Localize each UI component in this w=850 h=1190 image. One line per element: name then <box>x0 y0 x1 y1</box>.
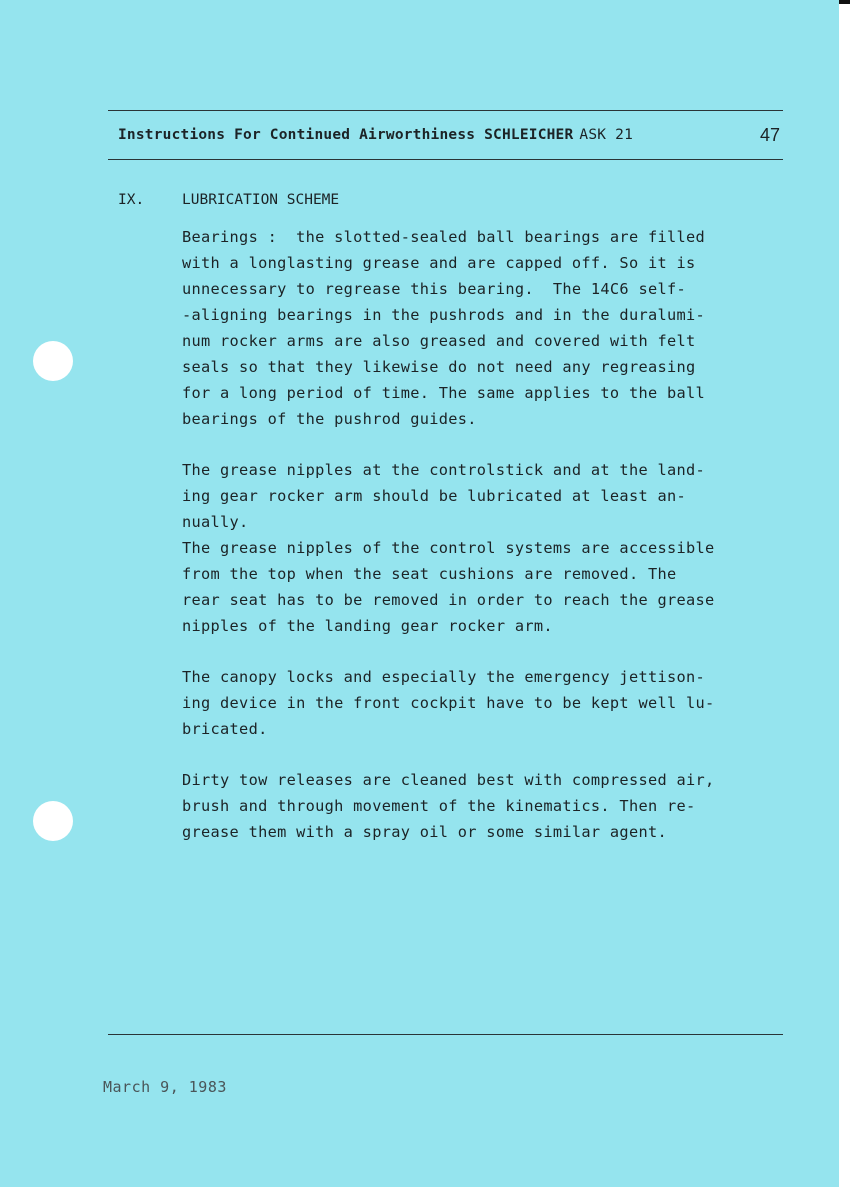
section-title: LUBRICATION SCHEME <box>182 192 340 208</box>
footer-rule <box>108 1034 783 1035</box>
paragraph-tow-releases: Dirty tow releases are cleaned best with compressed air, brush and through movement of the kinematics. Then re- grease them with a spray oil or some similar agent. <box>182 771 715 841</box>
paragraph-canopy-locks: The canopy locks and especially the emergency jettison- ing device in the front cockpit have to be kept well lu- bricated. <box>182 668 715 738</box>
page-header <box>118 127 633 143</box>
header-top-rule <box>108 110 783 111</box>
punch-hole-bottom <box>33 801 73 841</box>
footer-date: March 9, 1983 <box>103 1078 227 1096</box>
punch-hole-top <box>33 341 73 381</box>
edge-mark <box>839 0 850 4</box>
paragraph-bearings: Bearings : the slotted-sealed ball bearings are filled with a longlasting grease and are capped off. So it is unnecessary to regrease this bearing. The 14C6 self- -aligning bearings in the pushrods and in the duralumi- num rocker arms are also greased and covered with felt seals so that they likewise do not need any regreasing for a long period of time. The same applies to the ball bearings of the pushrod guides. <box>182 228 706 428</box>
header-title: Instructions For Continued Airworthiness SCHLEICHER <box>118 127 574 143</box>
section-number: IX. <box>118 192 145 208</box>
paragraph-grease-nipples-annual: The grease nipples at the controlstick and at the land- ing gear rocker arm should be lubricated at least an- nually. <box>182 461 706 531</box>
paragraph-grease-nipples-access: The grease nipples of the control systems are accessible from the top when the seat cushions are removed. The rear seat has to be removed in order to reach the grease nipples of the landing gear rocker arm. <box>182 539 715 635</box>
header-model: ASK 21 <box>579 127 634 143</box>
header-bottom-rule <box>108 159 783 160</box>
page-number: 47 <box>760 125 781 145</box>
